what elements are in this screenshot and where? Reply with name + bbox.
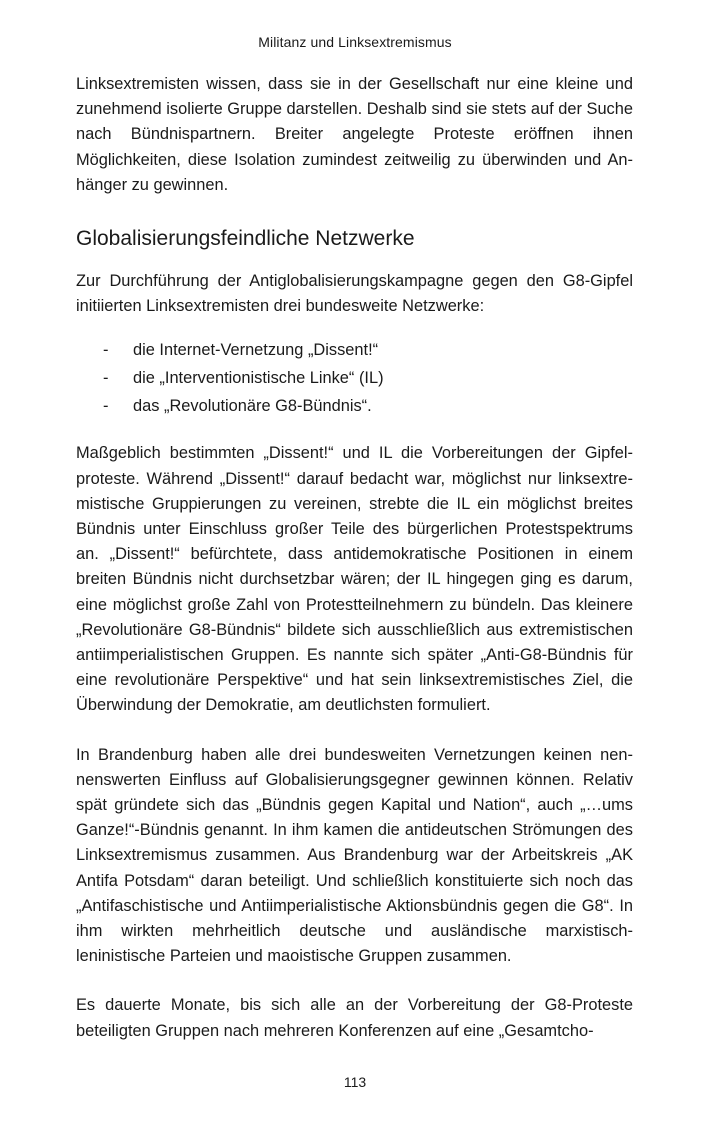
paragraph-netzwerke-intro: Zur Durchführung der Antiglobalisierungskampagne gegen den G8-Gipfel initiierten Linksextremisten drei bundesweite Netzwerke: [76,272,633,316]
list-item-text: die „Interventionistische Linke“ (IL) [133,369,384,388]
list-item [76,336,633,364]
paragraph-konferenzen: Es dauerte Monate, bis sich alle an der Vorbereitung der G8-Proteste beteiligten Gruppen nach mehreren Konferenzen auf eine „Gesamtcho- [76,996,633,1040]
list-item-text: das „Revolutionäre G8-Bündnis“. [133,397,372,416]
paragraph-intro-linksextremisten: Linksextremisten wissen, dass sie in der Gesellschaft nur eine kleine und zunehmend isolierte Gruppe darstellen. Deshalb sind sie stets auf der Suche nach Bündnispartnern. Breiter angelegte Proteste eröffnen ihnen Möglichkeiten, diese Isolation zumindest zeitweilig zu überwinden und Anhänger zu gewinnen. [76,75,633,194]
list-item [76,364,633,392]
list-dash: - [103,369,109,388]
network-list [76,336,633,420]
paragraph-brandenburg: In Brandenburg haben alle drei bundesweiten Vernetzungen keinen nennenswerten Einfluss auf Globalisierungsgegner gewinnen können. Relativ spät gründete sich das „Bündnis gegen Kapital und Nation“, auch „…ums Ganze!“-Bündnis genannt. In ihm kamen die antideutschen Strömungen des Linksextremismus zusammen. Aus Brandenburg war der Arbeitskreis „AK Antifa Potsdam“ daran beteiligt. Und schließlich konstituierte sich noch das „Antifaschistische und Antiimperialistische Aktionsbündnis gegen die G8“. In ihm wirkten mehrheitlich deutsche und ausländische marxistisch-leninistische Parteien und maoistische Gruppen zusammen. [76,745,633,966]
paragraph-dissent-il: Maßgeblich bestimmten „Dissent!“ und IL die Vorbereitungen der Gipfelproteste. Während „Dissent!“ darauf bedacht war, möglichst nur linksextremistische Gruppierungen zu vereinen, strebte die IL ein möglichst breites Bündnis unter Einschluss großer Teile des bürgerlichen Protestspektrums an. „Dissent!“ befürchtete, dass antidemokratische Positionen in einem breiten Bündnis nicht durchsetzbar wären; der IL hingegen ging es darum, eine möglichst große Zahl von Protestteilnehmern zu bündeln. Das kleinere „Revolutionäre G8-Bündnis“ bildete sich ausschließlich aus extremistischen antiimperialistischen Gruppen. Es nannte sich später „Anti-G8-Bündnis für eine revolutionäre Perspektive“ und hat sein linksextremistisches Ziel, die Überwindung der Demokratie, am deutlichsten formuliert. [76,444,633,715]
list-item-text: die Internet-Vernetzung „Dissent!“ [133,341,379,360]
body-text [76,72,633,1044]
list-dash: - [103,397,109,416]
section-heading: Globalisierungsfeindliche Netzwerke [76,227,415,251]
list-item [76,392,633,420]
running-header: Militanz und Linksextremismus [258,34,452,50]
page-number: 113 [343,1074,367,1090]
list-dash: - [103,341,109,360]
